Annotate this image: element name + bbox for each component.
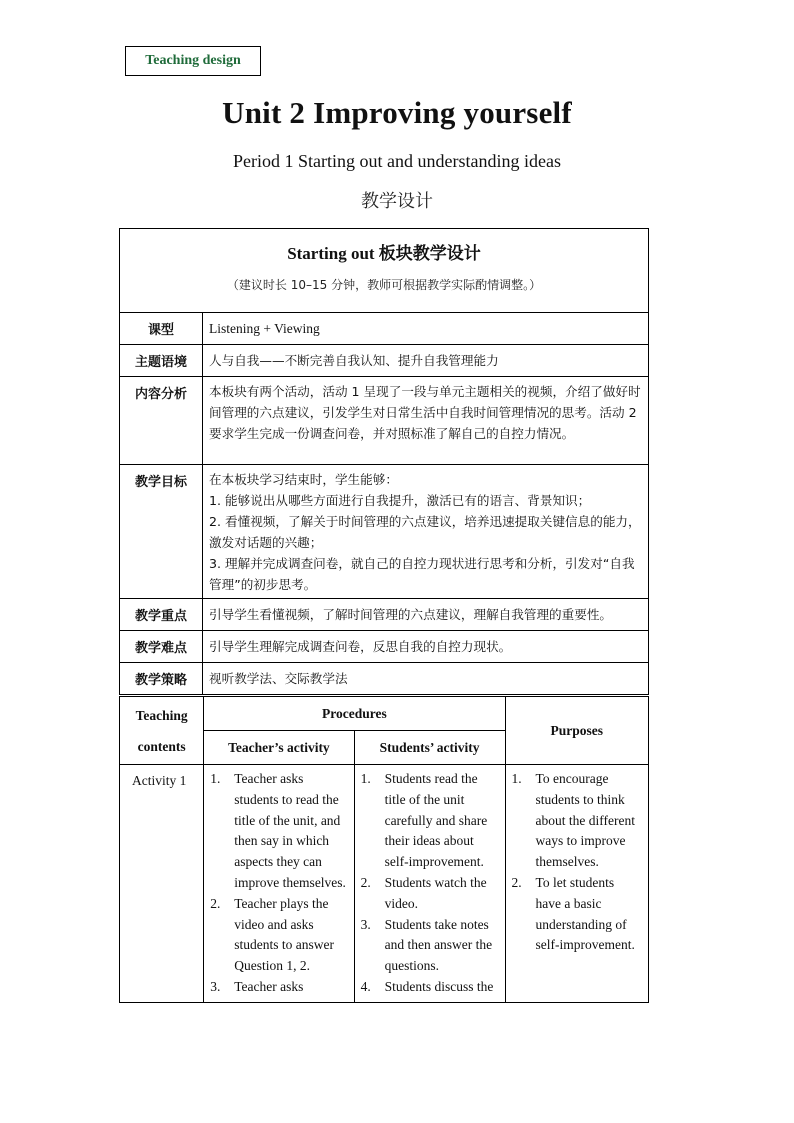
purpose-steps-list	[512, 769, 642, 956]
student-step	[361, 769, 499, 873]
step-number: 2.	[210, 895, 221, 911]
step-text: Teacher plays the video and asks students to answer Question 1, 2.	[234, 895, 334, 974]
header-procedures: Procedures	[204, 697, 505, 731]
header-teaching-contents	[120, 697, 204, 765]
teacher-step	[210, 769, 347, 894]
row-value-theme: 人与自我——不断完善自我认知、提升自我管理能力	[203, 345, 649, 377]
row-value-difficulties: 引导学生理解完成调查问卷，反思自我的自控力现状。	[203, 631, 649, 663]
teacher-activity-cell	[204, 765, 354, 1003]
step-number: 1.	[511, 771, 522, 786]
step-number: 3.	[210, 978, 221, 994]
row-label-goals: 教学目标	[120, 465, 203, 599]
student-step	[361, 873, 499, 915]
header-students-activity: Students’ activity	[354, 731, 505, 765]
design-table-title: Starting out 板块教学设计	[287, 244, 481, 263]
goal-item: 3. 理解并完成调查问卷，就自己的自控力现状进行思考和分析，引发对“自我管理”的初步思考。	[209, 556, 635, 592]
row-label-analysis: 内容分析	[120, 377, 203, 465]
teacher-step	[210, 894, 347, 977]
goal-item: 1. 能够说出从哪些方面进行自我提升，激活已有的语言、背景知识；	[209, 493, 591, 508]
row-label-type: 课型	[120, 313, 203, 345]
row-value-goals	[203, 465, 649, 599]
goals-intro: 在本板块学习结束时，学生能够：	[209, 472, 398, 487]
step-number: 1.	[360, 771, 371, 786]
step-number: 3.	[360, 916, 371, 932]
step-number: 1.	[210, 771, 221, 786]
row-value-strategies: 视听教学法、交际教学法	[203, 663, 649, 695]
students-activity-cell	[354, 765, 505, 1003]
step-text: Students discuss the	[384, 978, 494, 994]
header-teacher-activity: Teacher’s activity	[204, 731, 354, 765]
purpose-step	[512, 769, 642, 873]
page-subtitle-cn: 教学设计	[361, 191, 433, 212]
student-step	[361, 915, 499, 977]
row-label-theme: 主题语境	[120, 345, 203, 377]
step-text: Students read the title of the unit carefully and share their ideas about self-improvement.	[384, 771, 488, 870]
teaching-design-tag: Teaching design	[125, 46, 261, 76]
teacher-step	[210, 977, 347, 998]
step-text: To encourage students to think about the different ways to improve themselves.	[535, 771, 636, 870]
step-number: 2.	[360, 874, 371, 890]
row-label-key-points: 教学重点	[120, 599, 203, 631]
design-table-header	[120, 229, 649, 313]
row-label-difficulties: 教学难点	[120, 631, 203, 663]
step-number: 2.	[511, 874, 522, 890]
header-contents-line1: Teaching	[135, 707, 188, 723]
row-value-key-points: 引导学生看懂视频，了解时间管理的六点建议，理解自我管理的重要性。	[203, 599, 649, 631]
design-table-note: （建议时长 10–15 分钟，教师可根据教学实际酌情调整。）	[226, 278, 542, 292]
page-title: Unit 2 Improving yourself	[222, 95, 572, 130]
step-text: Teacher asks	[234, 978, 304, 994]
row-label-strategies: 教学策略	[120, 663, 203, 695]
step-text: To let students have a basic understanding of self-improvement.	[535, 874, 635, 953]
step-text: Students watch the video.	[384, 874, 487, 911]
header-contents-line2: contents	[137, 738, 186, 754]
header-purposes: Purposes	[505, 697, 648, 765]
page-subtitle: Period 1 Starting out and understanding ideas	[233, 151, 561, 171]
purpose-step	[512, 873, 642, 956]
student-steps-list	[361, 769, 499, 998]
procedure-table	[119, 696, 649, 1003]
goal-item: 2. 看懂视频，了解关于时间管理的六点建议，培养迅速提取关键信息的能力，激发对话题的兴趣；	[209, 514, 641, 550]
step-text: Teacher asks students to read the title of the unit, and then say in which aspects they can improve themselves.	[234, 771, 346, 890]
teacher-steps-list	[210, 769, 347, 998]
row-value-analysis: 本板块有两个活动，活动 1 呈现了一段与单元主题相关的视频，介绍了做好时间管理的六点建议，引发学生对日常生活中自我时间管理情况的思考。活动 2 要求学生完成一份调查问卷，并对照标准了解自己的自控力情况。	[203, 377, 649, 465]
step-number: 4.	[360, 978, 371, 994]
purposes-cell	[505, 765, 648, 1003]
design-table	[119, 228, 649, 695]
step-text: Students take notes and then answer the questions.	[384, 916, 493, 974]
student-step	[361, 977, 499, 998]
row-value-type: Listening + Viewing	[203, 313, 649, 345]
activity-label: Activity 1	[120, 765, 204, 1003]
